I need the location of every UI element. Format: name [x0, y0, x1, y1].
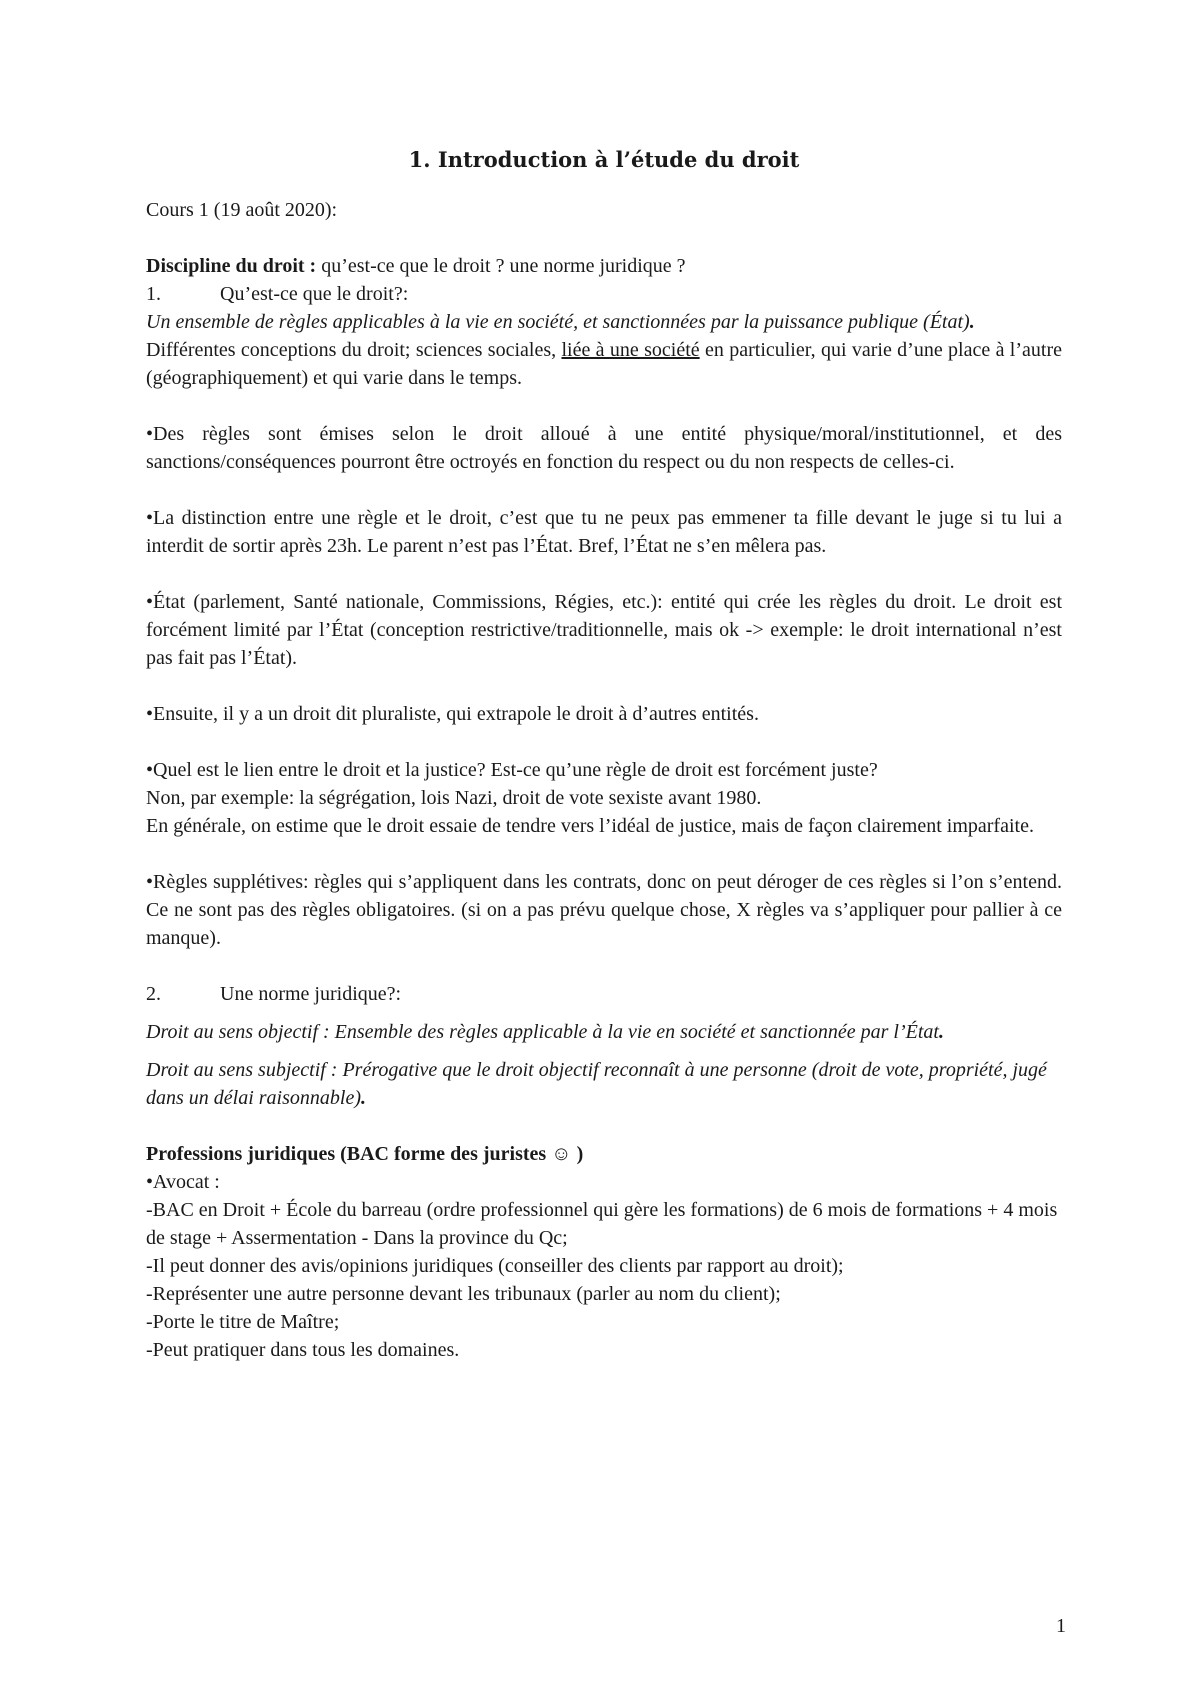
droit-subjectif: [146, 1056, 1062, 1112]
page-number: 1: [1056, 1615, 1066, 1637]
list-item: -Porte le titre de Maître;: [146, 1311, 340, 1333]
spacer: [146, 1008, 1062, 1018]
droit-objectif: [146, 1018, 1062, 1046]
definition-droit: [146, 308, 1062, 336]
spacer: [146, 840, 1062, 868]
list-item: -Représenter une autre personne devant les tribunaux (parler au nom du client);: [146, 1283, 781, 1305]
subjectif-period: .: [361, 1087, 366, 1109]
professions-heading: Professions juridiques (BAC forme des juristes ☺ ): [146, 1143, 584, 1165]
discipline-line: [146, 252, 1062, 280]
section-2-number: 2.: [146, 983, 161, 1005]
spacer: [146, 560, 1062, 588]
list-item: -BAC en Droit + École du barreau (ordre professionnel qui gère les formations) de 6 mois de formations + 4 mois de stage + Assermentation - Dans la province du Qc;: [146, 1199, 1058, 1249]
spacer: [146, 392, 1062, 420]
paragraph-regles: •Des règles sont émises selon le droit alloué à une entité physique/moral/institutionnel, et des sanctions/conséquences pourront être octroyés en fonction du respect ou du non respects de celles-ci.: [146, 423, 1062, 473]
conceptions-underlined: liée à une société: [561, 339, 700, 361]
avocat-list: [146, 1196, 1062, 1364]
conceptions-paragraph: [146, 336, 1062, 392]
list-item: -Il peut donner des avis/opinions juridiques (conseiller des clients par rapport au droit);: [146, 1255, 844, 1277]
definition-text: Un ensemble de règles applicables à la vie en société, et sanctionnées par la puissance publique (: [146, 311, 930, 333]
spacer: [146, 672, 1062, 700]
conceptions-text-b: en particulier, qui varie d’une place à l’autre (géographiquement) et qui varie dans le temps.: [146, 339, 1062, 389]
definition-etat: État): [929, 311, 970, 333]
section-2-title: Une norme juridique?:: [220, 983, 402, 1005]
justice-question: •Quel est le lien entre le droit et la justice? Est-ce qu’une règle de droit est forcément juste?: [146, 759, 878, 781]
objectif-period: .: [938, 1021, 944, 1043]
spacer: [146, 728, 1062, 756]
conceptions-text-a: Différentes conceptions du droit; sciences sociales,: [146, 339, 562, 361]
list-item: -Peut pratiquer dans tous les domaines.: [146, 1339, 460, 1361]
document-title: 1. Introduction à l’étude du droit: [408, 147, 800, 172]
objectif-etat: État: [905, 1021, 939, 1043]
course-line: Cours 1 (19 août 2020):: [146, 199, 338, 221]
document-body: [146, 146, 1062, 1364]
objectif-text: Droit au sens objectif : Ensemble des règles applicable à la vie en société et sanctionnée par l’: [146, 1021, 906, 1043]
spacer: [146, 476, 1062, 504]
paragraph-suppletives: •Règles supplétives: règles qui s’appliquent dans les contrats, donc on peut déroger de ces règles si l’on s’entend. Ce ne sont pas des règles obligatoires. (si on a pas prévu quelque chose, X règles va s’appliquer pour pallier à ce manque).: [146, 871, 1062, 949]
section-1-number: 1.: [146, 283, 161, 305]
paragraph-distinction: •La distinction entre une règle et le droit, c’est que tu ne peux pas emmener ta fille devant le juge si tu lui a interdit de sortir après 23h. Le parent n’est pas l’État. Bref, l’État ne s’en mêlera pas.: [146, 507, 1062, 557]
section-1-title: Qu’est-ce que le droit?:: [220, 283, 409, 305]
spacer: [146, 224, 1062, 252]
paragraph-pluraliste: •Ensuite, il y a un droit dit pluraliste, qui extrapole le droit à d’autres entités.: [146, 703, 759, 725]
section-1-heading: [146, 280, 1062, 308]
paragraph-etat: •État (parlement, Santé nationale, Commissions, Régies, etc.): entité qui crée les règles du droit. Le droit est forcément limité par l’État (conception restrictive/traditionnelle, mais ok -> exemple: le droit international n’est pas fait pas l’État).: [146, 591, 1062, 669]
discipline-text: qu’est-ce que le droit ? une norme juridique ?: [316, 255, 686, 277]
definition-period: .: [969, 311, 975, 333]
discipline-label: Discipline du droit :: [146, 255, 317, 277]
section-2-heading: [146, 980, 1062, 1008]
spacer: [146, 952, 1062, 980]
spacer: [146, 1046, 1062, 1056]
avocat-label: •Avocat :: [146, 1171, 220, 1193]
justice-general: En générale, on estime que le droit essaie de tendre vers l’idéal de justice, mais de façon clairement imparfaite.: [146, 815, 1034, 837]
spacer: [146, 1112, 1062, 1140]
justice-answer: Non, par exemple: la ségrégation, lois Nazi, droit de vote sexiste avant 1980.: [146, 787, 762, 809]
subjectif-text: Droit au sens subjectif : Prérogative que le droit objectif reconnaît à une personne (droit de vote, propriété, jugé dans un délai raisonnable): [146, 1059, 1047, 1109]
